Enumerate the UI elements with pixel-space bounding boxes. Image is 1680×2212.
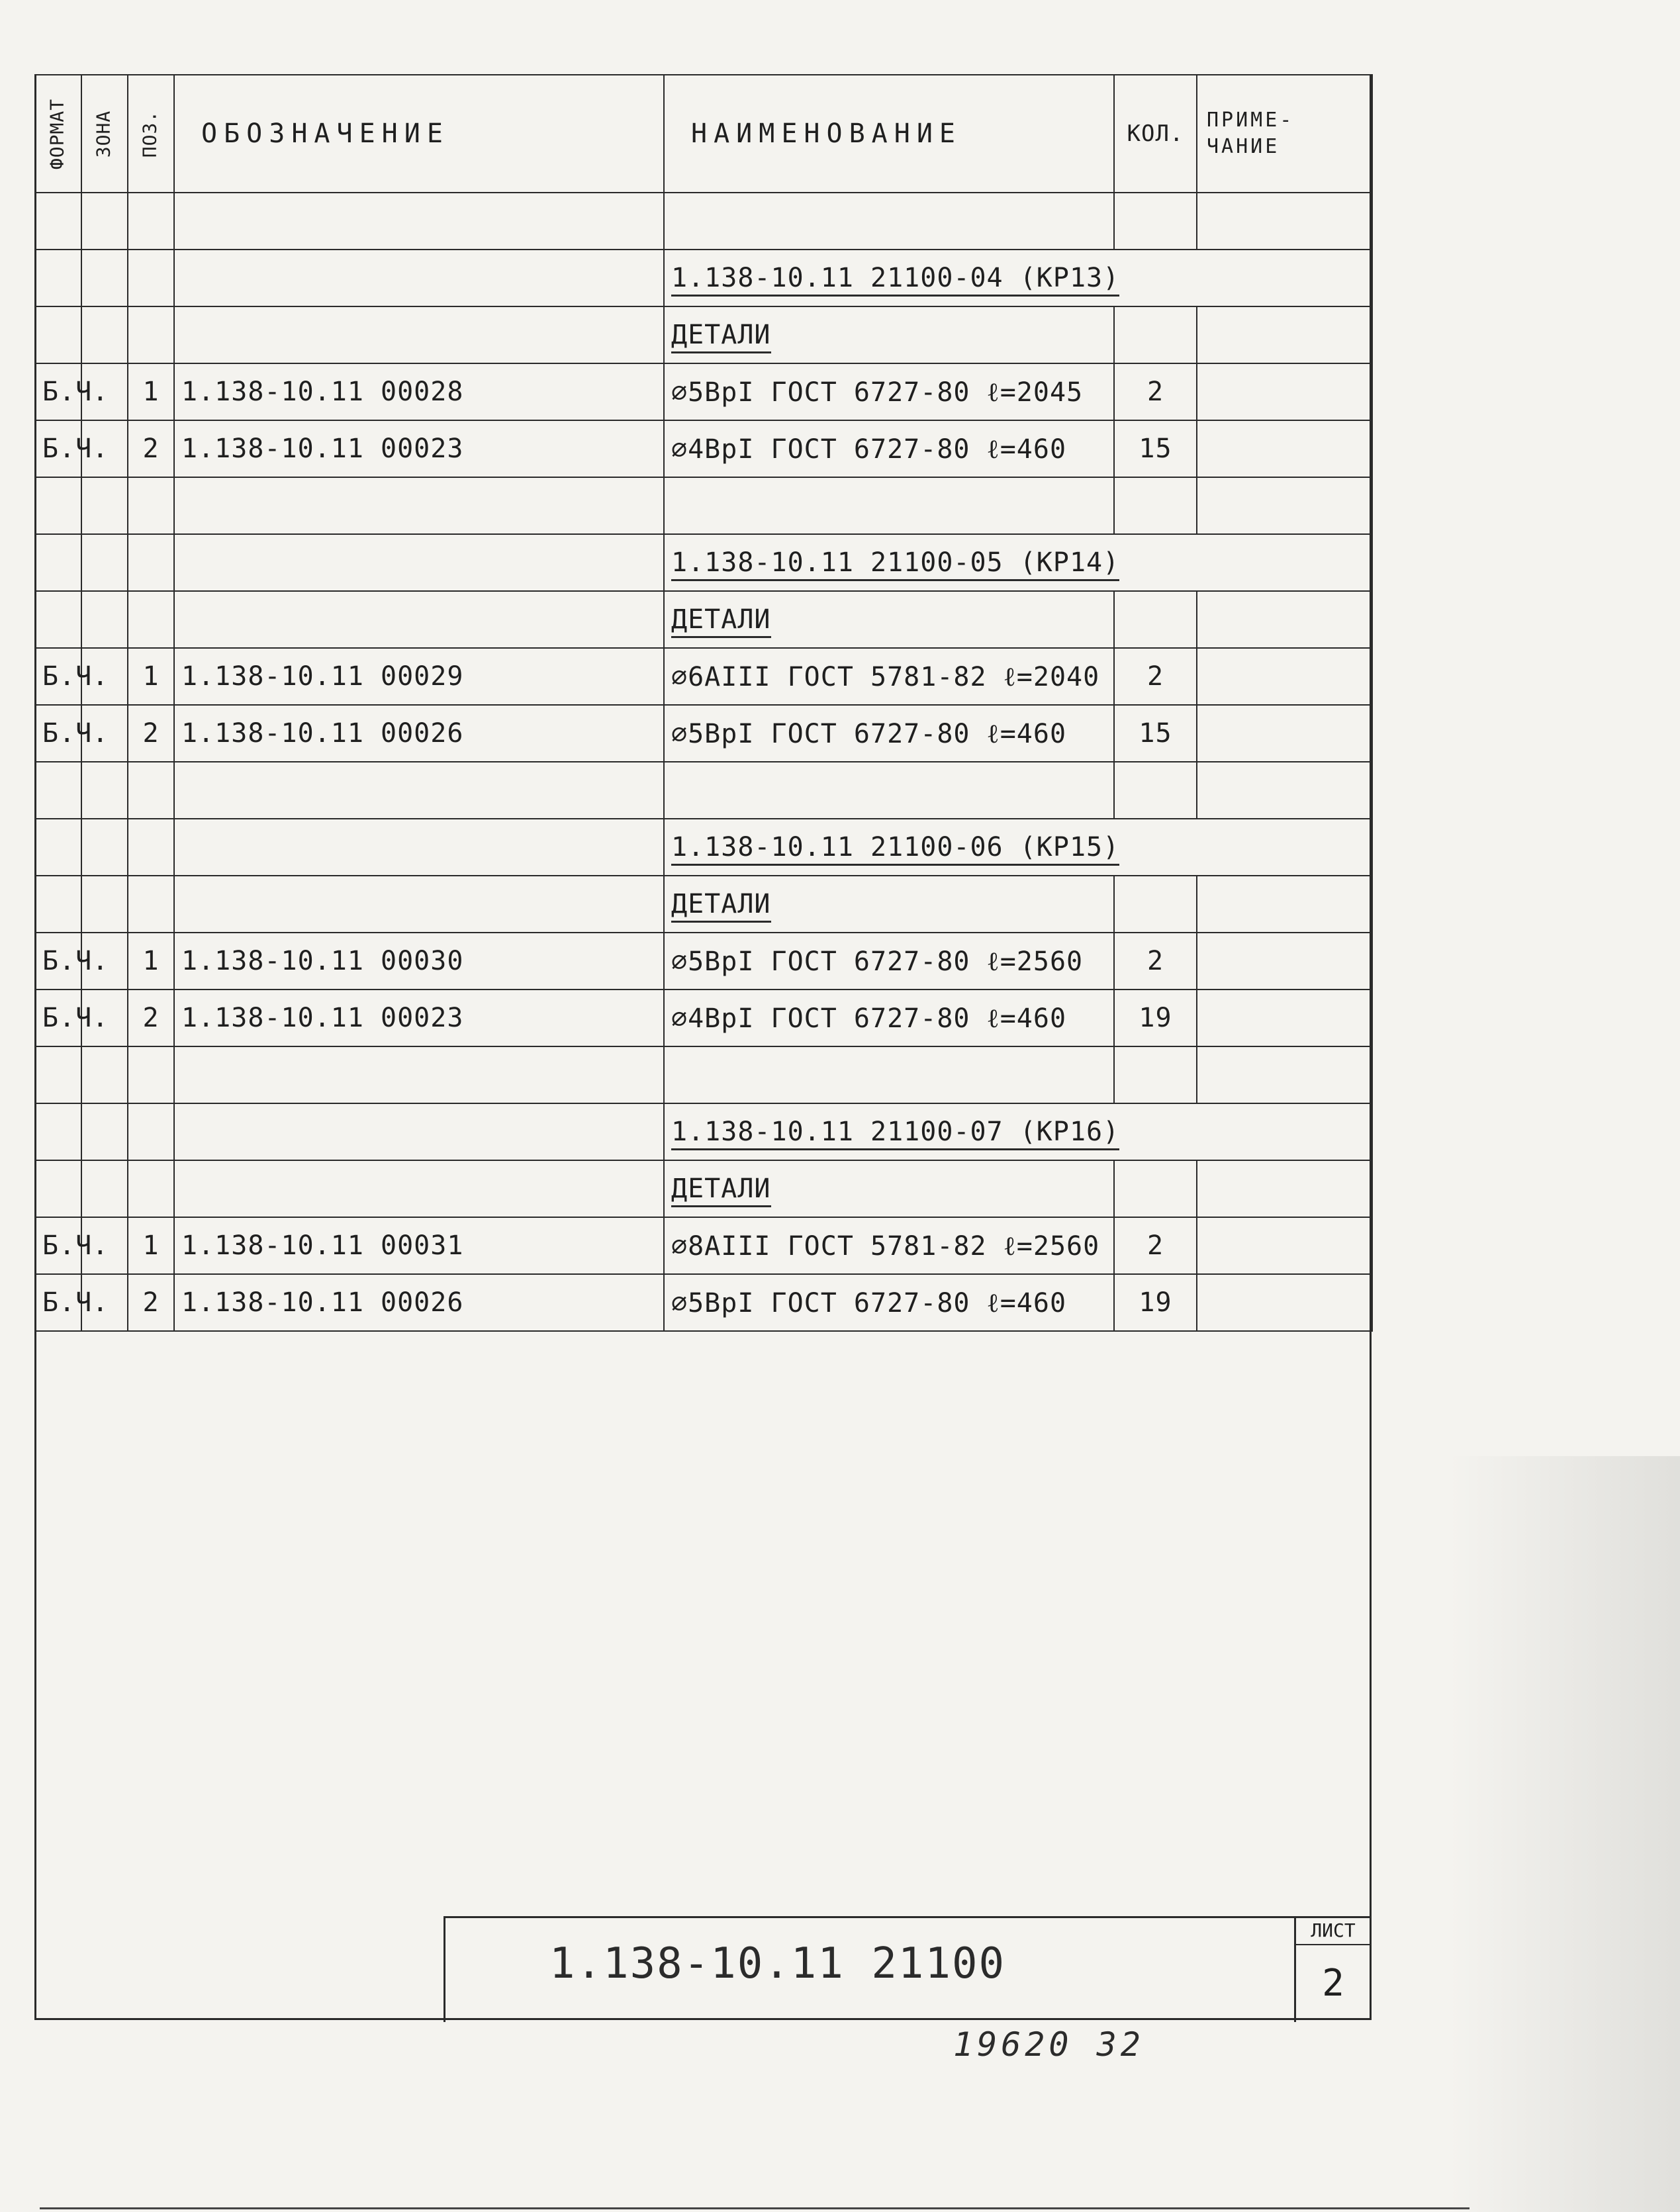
sheet-label: ЛИСТ [1294,1916,1370,1945]
cell-quantity: 19 [1114,990,1197,1046]
cell-empty [35,306,81,363]
cell-name: ⌀5ВрI ГОСТ 6727-80 ℓ=460 [664,705,1114,762]
cell-empty [81,1160,128,1217]
cell-quantity: 19 [1114,1274,1197,1331]
cell-group-title [664,534,1372,591]
cell-empty [81,306,128,363]
cell-format: Б.Ч. [35,363,81,420]
cell-note [1197,705,1372,762]
cell-name: ⌀8АIII ГОСТ 5781-82 ℓ=2560 [664,1217,1114,1274]
specification-table [34,74,1373,1332]
cell-position: 2 [128,990,174,1046]
cell-empty [1114,876,1197,933]
cell-empty [1114,1160,1197,1217]
group-title: 1.138-10.11 21100-04 (КР13) [671,263,1119,297]
cell-empty [81,762,128,819]
cell-empty [664,762,1114,819]
table-row [35,1217,1372,1274]
cell-empty [81,1046,128,1103]
cell-empty [1197,591,1372,648]
table-row [35,933,1372,990]
table-row [35,705,1372,762]
cell-empty [81,876,128,933]
cell-empty [1114,591,1197,648]
document-code: 1.138-10.11 21100 [549,1939,1006,1988]
cell-name: ⌀4ВрI ГОСТ 6727-80 ℓ=460 [664,420,1114,477]
cell-empty [174,1046,664,1103]
table-row [35,819,1372,876]
table-row [35,477,1372,534]
cell-section-title [664,1160,1114,1217]
table-row [35,1160,1372,1217]
cell-empty [128,250,174,306]
cell-empty [81,591,128,648]
cell-empty [81,477,128,534]
cell-empty [174,193,664,250]
cell-empty [81,534,128,591]
cell-format: Б.Ч. [35,933,81,990]
cell-empty [128,477,174,534]
header-zone: ЗОНА [81,75,128,193]
cell-format: Б.Ч. [35,705,81,762]
cell-group-title [664,250,1372,306]
cell-empty [664,193,1114,250]
cell-position: 2 [128,420,174,477]
table-row [35,648,1372,705]
cell-format: Б.Ч. [35,420,81,477]
cell-designation: 1.138-10.11 00023 [174,990,664,1046]
table-row [35,1046,1372,1103]
cell-empty [35,1160,81,1217]
cell-quantity: 2 [1114,933,1197,990]
cell-empty [35,250,81,306]
cell-name: ⌀5ВрI ГОСТ 6727-80 ℓ=2560 [664,933,1114,990]
table-row [35,363,1372,420]
cell-empty [128,762,174,819]
cell-empty [174,591,664,648]
cell-note [1197,990,1372,1046]
cell-empty [81,819,128,876]
cell-quantity: 2 [1114,363,1197,420]
cell-empty [35,762,81,819]
cell-empty [1197,477,1372,534]
cell-position: 1 [128,363,174,420]
cell-note [1197,420,1372,477]
cell-name: ⌀5ВрI ГОСТ 6727-80 ℓ=2045 [664,363,1114,420]
cell-designation: 1.138-10.11 00029 [174,648,664,705]
cell-empty [174,250,664,306]
cell-empty [35,193,81,250]
cell-empty [128,1046,174,1103]
cell-empty [1114,762,1197,819]
cell-empty [35,819,81,876]
cell-empty [174,819,664,876]
header-quantity: КОЛ. [1114,75,1197,193]
cell-empty [1114,1046,1197,1103]
cell-section-title [664,591,1114,648]
cell-empty [128,534,174,591]
section-title: ДЕТАЛИ [671,1174,771,1207]
cell-quantity: 15 [1114,420,1197,477]
cell-position: 2 [128,1274,174,1331]
cell-empty [128,591,174,648]
table-row [35,762,1372,819]
cell-empty [664,1046,1114,1103]
cell-empty [128,1103,174,1160]
cell-empty [174,876,664,933]
cell-group-title [664,1103,1372,1160]
section-title: ДЕТАЛИ [671,320,771,353]
cell-empty [35,1103,81,1160]
cell-note [1197,363,1372,420]
specification-body [35,193,1372,1331]
cell-empty [1197,193,1372,250]
cell-group-title [664,819,1372,876]
table-row [35,876,1372,933]
cell-designation: 1.138-10.11 00026 [174,705,664,762]
cell-empty [1197,1160,1372,1217]
cell-designation: 1.138-10.11 00026 [174,1274,664,1331]
cell-empty [35,477,81,534]
cell-designation: 1.138-10.11 00023 [174,420,664,477]
table-row [35,990,1372,1046]
cell-empty [1197,762,1372,819]
cell-empty [81,250,128,306]
cell-format: Б.Ч. [35,1217,81,1274]
cell-empty [664,477,1114,534]
cell-position: 1 [128,933,174,990]
section-title: ДЕТАЛИ [671,889,771,923]
cell-note [1197,1274,1372,1331]
group-title: 1.138-10.11 21100-06 (КР15) [671,832,1119,866]
header-position: ПОЗ. [128,75,174,193]
cell-format: Б.Ч. [35,990,81,1046]
table-row [35,1103,1372,1160]
header-designation: ОБОЗНАЧЕНИЕ [174,75,664,193]
header-note: ПРИМЕ-ЧАНИЕ [1197,75,1372,193]
cell-empty [174,477,664,534]
archive-number: 19620 32 [953,2025,1144,2064]
cell-name: ⌀4ВрI ГОСТ 6727-80 ℓ=460 [664,990,1114,1046]
cell-name: ⌀6АIII ГОСТ 5781-82 ℓ=2040 [664,648,1114,705]
cell-empty [174,1160,664,1217]
cell-empty [1197,876,1372,933]
table-header-row [35,75,1372,193]
cell-quantity: 2 [1114,648,1197,705]
section-title: ДЕТАЛИ [671,604,771,638]
cell-section-title [664,876,1114,933]
cell-empty [1114,306,1197,363]
table-row [35,1274,1372,1331]
cell-empty [174,306,664,363]
cell-name: ⌀5ВрI ГОСТ 6727-80 ℓ=460 [664,1274,1114,1331]
cell-quantity: 2 [1114,1217,1197,1274]
cell-empty [35,876,81,933]
scan-bottom-line [40,2207,1470,2209]
cell-empty [174,1103,664,1160]
cell-note [1197,933,1372,990]
cell-empty [128,876,174,933]
sheet-number: 2 [1294,1945,1370,2022]
cell-section-title [664,306,1114,363]
table-row [35,420,1372,477]
cell-empty [1197,1046,1372,1103]
cell-position: 1 [128,1217,174,1274]
group-title: 1.138-10.11 21100-07 (КР16) [671,1117,1119,1150]
cell-empty [128,819,174,876]
cell-quantity: 15 [1114,705,1197,762]
cell-empty [1114,193,1197,250]
cell-format: Б.Ч. [35,648,81,705]
table-row [35,193,1372,250]
cell-empty [81,1103,128,1160]
cell-empty [128,306,174,363]
cell-designation: 1.138-10.11 00028 [174,363,664,420]
scan-edge-shadow [1450,1456,1680,2212]
header-format: ФОРМАТ [35,75,81,193]
cell-position: 1 [128,648,174,705]
table-row [35,250,1372,306]
cell-empty [81,193,128,250]
cell-empty [174,534,664,591]
table-row [35,534,1372,591]
cell-empty [35,591,81,648]
group-title: 1.138-10.11 21100-05 (КР14) [671,547,1119,581]
cell-empty [174,762,664,819]
cell-note [1197,648,1372,705]
cell-empty [1114,477,1197,534]
cell-empty [35,1046,81,1103]
header-name: НАИМЕНОВАНИЕ [664,75,1114,193]
cell-position: 2 [128,705,174,762]
cell-empty [1197,306,1372,363]
cell-format: Б.Ч. [35,1274,81,1331]
cell-empty [128,1160,174,1217]
cell-empty [128,193,174,250]
cell-designation: 1.138-10.11 00031 [174,1217,664,1274]
cell-empty [35,534,81,591]
cell-designation: 1.138-10.11 00030 [174,933,664,990]
table-row [35,306,1372,363]
cell-note [1197,1217,1372,1274]
table-row [35,591,1372,648]
